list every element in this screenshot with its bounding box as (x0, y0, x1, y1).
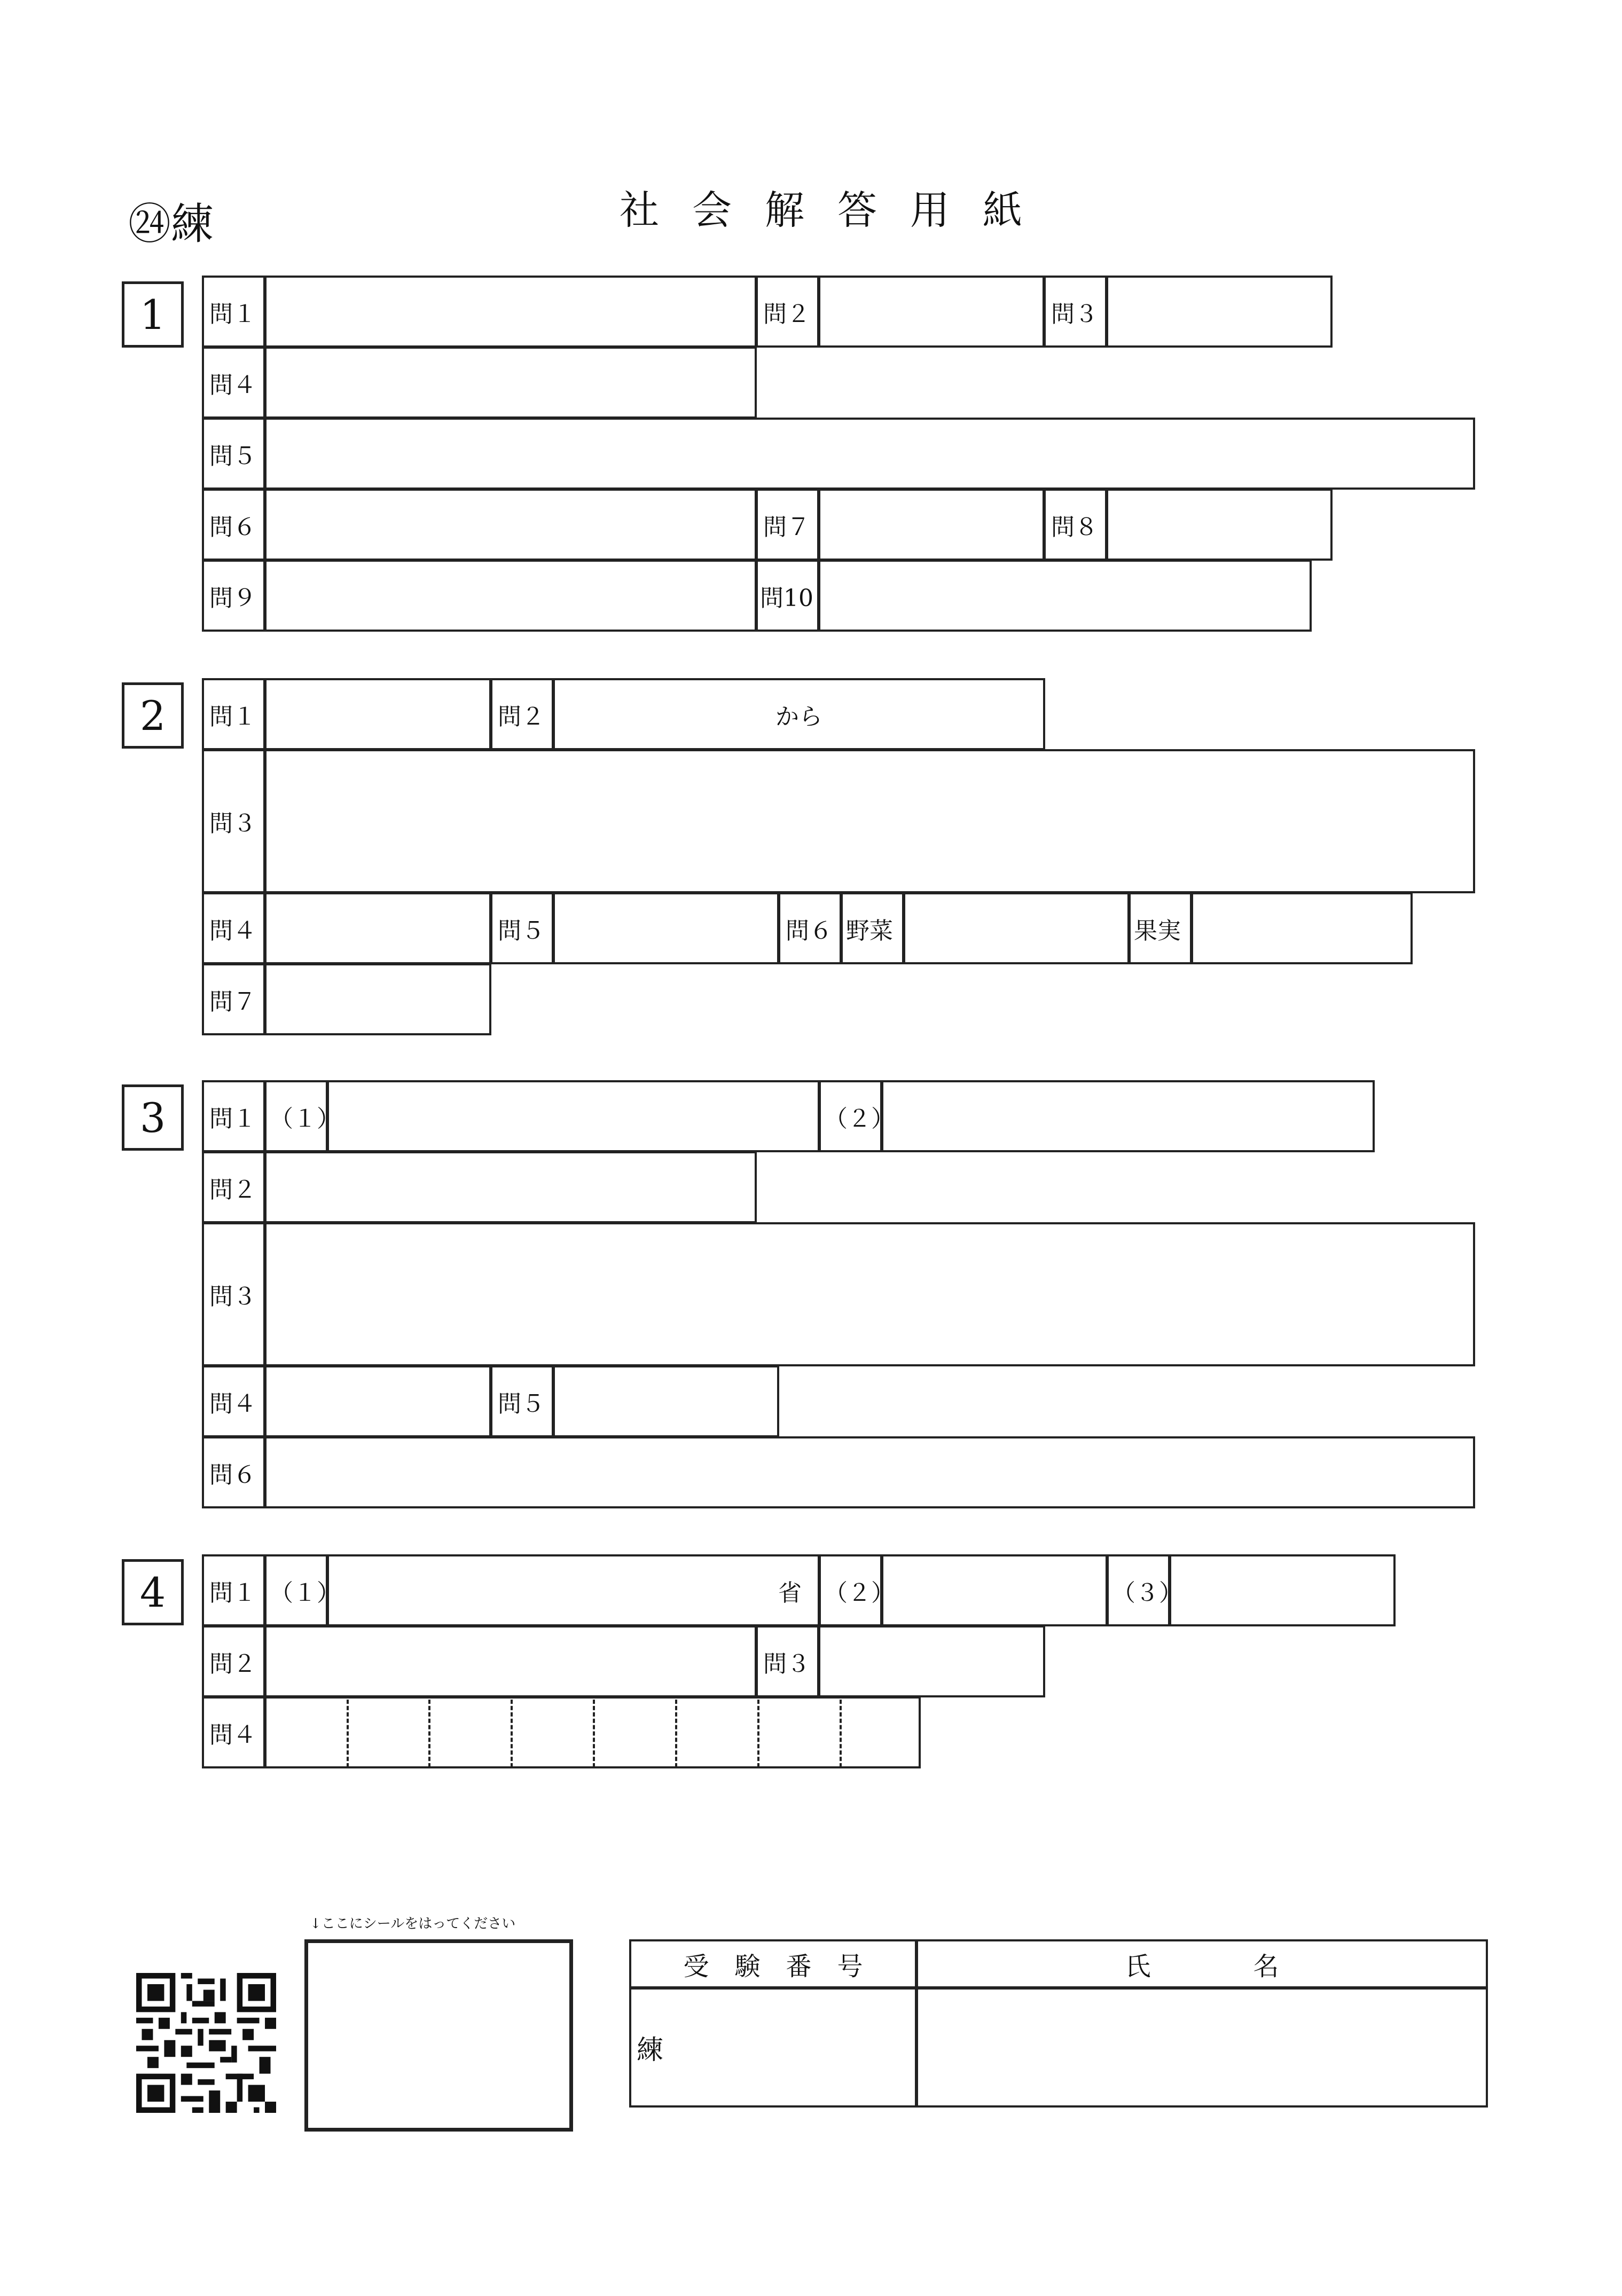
s1-q8-label: 問８ (1044, 489, 1107, 561)
s4-q1-label: 問１ (202, 1554, 265, 1626)
section-3-number: 3 (122, 1084, 184, 1151)
s1-q10-answer[interactable] (818, 560, 1312, 632)
s3-q1-part2-answer[interactable] (881, 1080, 1375, 1152)
s1-q6-label: 問６ (202, 489, 265, 561)
s1-q6-answer[interactable] (264, 489, 757, 561)
s1-q5-label: 問５ (202, 418, 265, 490)
s4-q1-part2-label: （２） (819, 1554, 882, 1626)
section-4-number: 4 (122, 1559, 184, 1625)
s1-q5-answer[interactable] (264, 418, 1475, 490)
s4-q3-answer[interactable] (818, 1625, 1045, 1697)
s2-q5-answer[interactable] (553, 892, 779, 964)
s2-q4-answer[interactable] (264, 892, 491, 964)
s1-q10-label: 問10 (756, 560, 819, 632)
s2-q6-vegetable-label: 野菜 (841, 892, 904, 964)
s4-q4-char-divider (675, 1700, 677, 1767)
s1-q9-answer[interactable] (264, 560, 757, 632)
s1-q8-answer[interactable] (1106, 489, 1333, 561)
page-title: 社会解答用紙 (620, 187, 1055, 233)
exam-number-header: 受 験 番 号 (629, 1939, 917, 1988)
s1-q1-answer[interactable] (264, 276, 757, 348)
s2-q2-label: 問２ (490, 678, 554, 750)
s3-q1-part1-answer[interactable] (327, 1080, 820, 1152)
s1-q2-label: 問２ (756, 276, 819, 348)
s4-q2-label: 問２ (202, 1625, 265, 1697)
s1-q4-answer[interactable] (264, 347, 757, 419)
s3-q2-answer[interactable] (264, 1151, 757, 1223)
s1-q3-answer[interactable] (1106, 276, 1333, 348)
s3-q3-label: 問３ (202, 1222, 265, 1366)
s4-q2-answer[interactable] (264, 1625, 757, 1697)
s1-q7-answer[interactable] (818, 489, 1045, 561)
s1-q4-label: 問４ (202, 347, 265, 419)
s4-q4-char-divider (511, 1700, 513, 1767)
s2-q7-label: 問７ (202, 963, 265, 1035)
s4-q4-char-divider (428, 1700, 430, 1767)
s4-q1-part1-label: （１） (264, 1554, 328, 1626)
s1-q7-label: 問７ (756, 489, 819, 561)
s3-q5-answer[interactable] (553, 1365, 779, 1437)
s2-q4-label: 問４ (202, 892, 265, 964)
s2-q7-answer[interactable] (264, 963, 491, 1035)
s2-q2-suffix: から (775, 703, 822, 730)
exam-number-prefix: 練 (637, 2034, 663, 2065)
qr-code-icon (136, 1973, 276, 2113)
s2-q6-fruit-label: 果実 (1129, 892, 1192, 964)
exam-code: ㉔練 (128, 199, 214, 249)
s2-q6-fruit-answer[interactable] (1191, 892, 1413, 964)
s4-q4-char-divider (347, 1700, 349, 1767)
s3-q4-answer[interactable] (264, 1365, 491, 1437)
s1-q9-label: 問９ (202, 560, 265, 632)
s4-q4-label: 問４ (202, 1696, 265, 1768)
s3-q3-answer[interactable] (264, 1222, 1475, 1366)
s4-q3-label: 問３ (756, 1625, 819, 1697)
exam-number-field[interactable] (629, 1987, 917, 2108)
seal-hint-text: ↓ここにシールをはってください (310, 1916, 516, 1932)
s4-q1-part3-answer[interactable] (1169, 1554, 1396, 1626)
s2-q5-label: 問５ (490, 892, 554, 964)
s2-q2-answer[interactable] (553, 678, 1045, 750)
s1-q1-label: 問１ (202, 276, 265, 348)
name-field[interactable] (916, 1987, 1488, 2108)
s4-q4-char-divider (757, 1700, 759, 1767)
s3-q5-label: 問５ (490, 1365, 554, 1437)
s2-q3-label: 問３ (202, 749, 265, 893)
s3-q4-label: 問４ (202, 1365, 265, 1437)
section-1-number: 1 (122, 281, 184, 348)
section-2-number: 2 (122, 682, 184, 749)
s2-q1-label: 問１ (202, 678, 265, 750)
s4-q4-char-divider (840, 1700, 842, 1767)
s2-q6-vegetable-answer[interactable] (903, 892, 1130, 964)
seal-box[interactable] (304, 1939, 573, 2132)
s4-q4-char-divider (593, 1700, 595, 1767)
s4-q1-suffix: 省 (778, 1579, 802, 1607)
s4-q1-part2-answer[interactable] (881, 1554, 1108, 1626)
s4-q1-part3-label: （３） (1107, 1554, 1170, 1626)
s3-q1-part1-label: （１） (264, 1080, 328, 1152)
s1-q3-label: 問３ (1044, 276, 1107, 348)
s3-q6-answer[interactable] (264, 1436, 1475, 1508)
s1-q2-answer[interactable] (818, 276, 1045, 348)
s3-q1-label: 問１ (202, 1080, 265, 1152)
s4-q1-part1-answer[interactable] (327, 1554, 820, 1626)
s2-q1-answer[interactable] (264, 678, 491, 750)
s3-q2-label: 問２ (202, 1151, 265, 1223)
name-header: 氏 名 (916, 1939, 1488, 1988)
s3-q6-label: 問６ (202, 1436, 265, 1508)
s3-q1-part2-label: （２） (819, 1080, 882, 1152)
s2-q6-label: 問６ (778, 892, 842, 964)
s2-q3-answer[interactable] (264, 749, 1475, 893)
